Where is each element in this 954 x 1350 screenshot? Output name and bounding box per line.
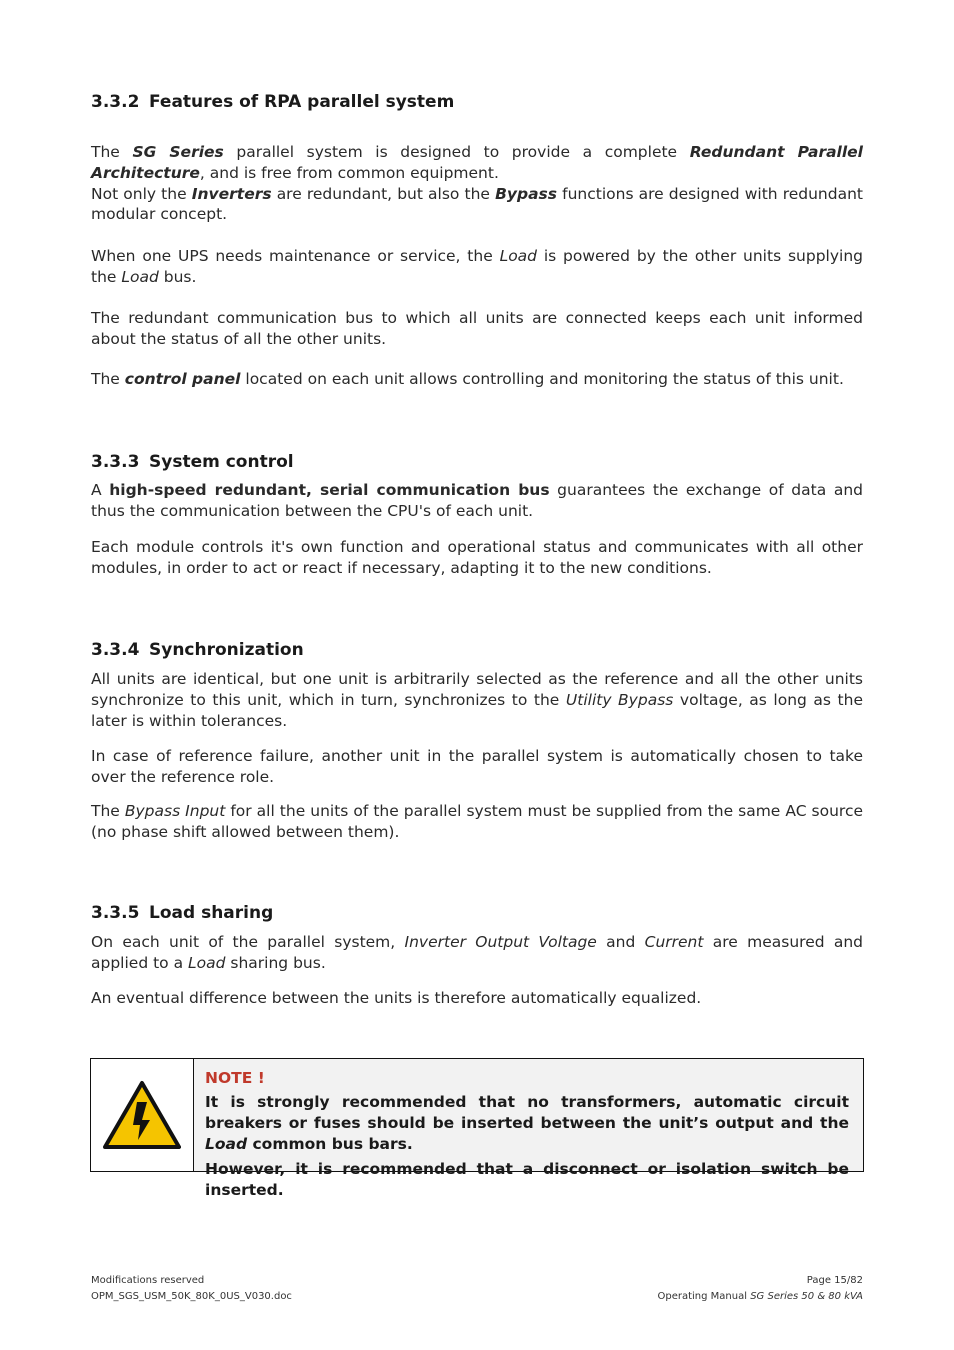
paragraph [91, 801, 863, 843]
footer-modifications: Modifications reserved [91, 1275, 205, 1286]
text: Load [205, 1135, 248, 1153]
text: Current [644, 932, 704, 951]
text: for all the units of the parallel system must be supplied from the same AC source (no phase shift allowed between them). [91, 802, 864, 842]
paragraph: An eventual difference between the units is therefore automatically equalized. [91, 988, 702, 1007]
section-heading-3-3-5 [91, 903, 863, 923]
text: voltage, as long as the later is within tolerances. [91, 691, 863, 730]
paragraph [91, 669, 863, 731]
note-icon-cell [91, 1059, 194, 1171]
section-number: 3.3.5 [91, 902, 140, 923]
text: located on each unit allows controlling and monitoring the status of this unit. [240, 370, 844, 389]
section-number: 3.3.2 [91, 92, 140, 112]
text: Bypass Input [124, 802, 226, 821]
text: high-speed redundant, serial communication bus [109, 481, 550, 500]
text: , and is free from common equipment. [199, 163, 499, 182]
note-title: NOTE ! [205, 1069, 265, 1087]
section-title: Synchronization [149, 640, 304, 661]
text: On each unit of the parallel system, [91, 932, 405, 951]
footer-manual-title [658, 1291, 864, 1302]
paragraph: The redundant communication bus to which all units are connected keeps each unit informed about the status of all the other units. [91, 308, 863, 348]
footer-filename: OPM_SGS_USM_50K_80K_0US_V030.doc [91, 1291, 292, 1302]
high-voltage-warning-icon [103, 1080, 181, 1150]
paragraph [91, 369, 863, 390]
section-heading-3-3-4 [91, 640, 863, 660]
text: is powered by the other units supplying the [91, 247, 863, 286]
text: SG Series [132, 143, 224, 161]
text: Bypass [495, 184, 558, 203]
text: are redundant, but also the [271, 184, 496, 203]
paragraph [91, 184, 863, 226]
text: Utility Bypass [565, 691, 674, 710]
paragraph [91, 142, 863, 184]
text: functions are designed with redundant modular concept. [91, 184, 863, 224]
section-number: 3.3.3 [91, 452, 140, 473]
page-footer [91, 1275, 863, 1302]
text: When one UPS needs maintenance or service, the [91, 247, 500, 266]
text: Inverter Output Voltage [404, 932, 597, 951]
note-paragraph: However, it is recommended that a disconnect or isolation switch be inserted. [205, 1160, 849, 1199]
text: Operating Manual [657, 1291, 751, 1302]
paragraph [91, 480, 863, 522]
section-title: Load sharing [149, 902, 274, 923]
text: Redundant Parallel Architecture [91, 143, 863, 182]
text: sharing bus. [225, 953, 326, 972]
text: are measured and applied to a [91, 932, 864, 972]
section-title: System control [149, 452, 294, 473]
footer-row [91, 1275, 863, 1286]
note-text-cell [194, 1059, 863, 1199]
paragraph [91, 246, 863, 288]
text: Load [121, 267, 159, 286]
text: Load [188, 953, 226, 972]
text: A [91, 481, 110, 500]
text: Load [499, 247, 538, 266]
text: Not only the [91, 184, 192, 203]
document-body [91, 90, 863, 1008]
text: parallel system is designed to provide a complete [223, 143, 690, 161]
paragraph: Each module controls it's own function and operational status and communicates with all other modules, in order to act or react if necessary, adapting it to the new conditions. [91, 537, 863, 577]
paragraph: In case of reference failure, another unit in the parallel system is automatically chosen to take over the reference role. [91, 746, 863, 786]
text: Inverters [191, 184, 272, 203]
text: and [596, 932, 645, 951]
note-paragraph [205, 1092, 849, 1155]
text: All units are identical, but one unit is arbitrarily selected as the reference and all the other units synchronize to this unit, which in turn, synchronizes to the [91, 670, 863, 710]
text: guarantees the exchange of data and thus the communication between the CPU's of each unit. [91, 481, 863, 520]
section-number: 3.3.4 [91, 640, 140, 661]
text: common bus bars. [247, 1135, 413, 1153]
text: The [91, 143, 133, 161]
text: It is strongly recommended that no transformers, automatic circuit breakers or fuses should be inserted between the unit’s output and the [205, 1093, 849, 1132]
note-box [90, 1058, 864, 1199]
section-heading-3-3-3 [91, 452, 863, 472]
text: The [91, 370, 125, 389]
footer-page-number: Page 15/82 [806, 1275, 863, 1286]
section-heading-3-3-2 [91, 92, 863, 112]
text: SG Series 50 & 80 kVA [750, 1291, 863, 1302]
section-title: Features of RPA parallel system [149, 92, 455, 112]
text: control panel [124, 370, 241, 389]
text: The [91, 802, 125, 821]
paragraph [91, 932, 863, 974]
text: bus. [158, 267, 197, 286]
footer-row [91, 1291, 863, 1302]
